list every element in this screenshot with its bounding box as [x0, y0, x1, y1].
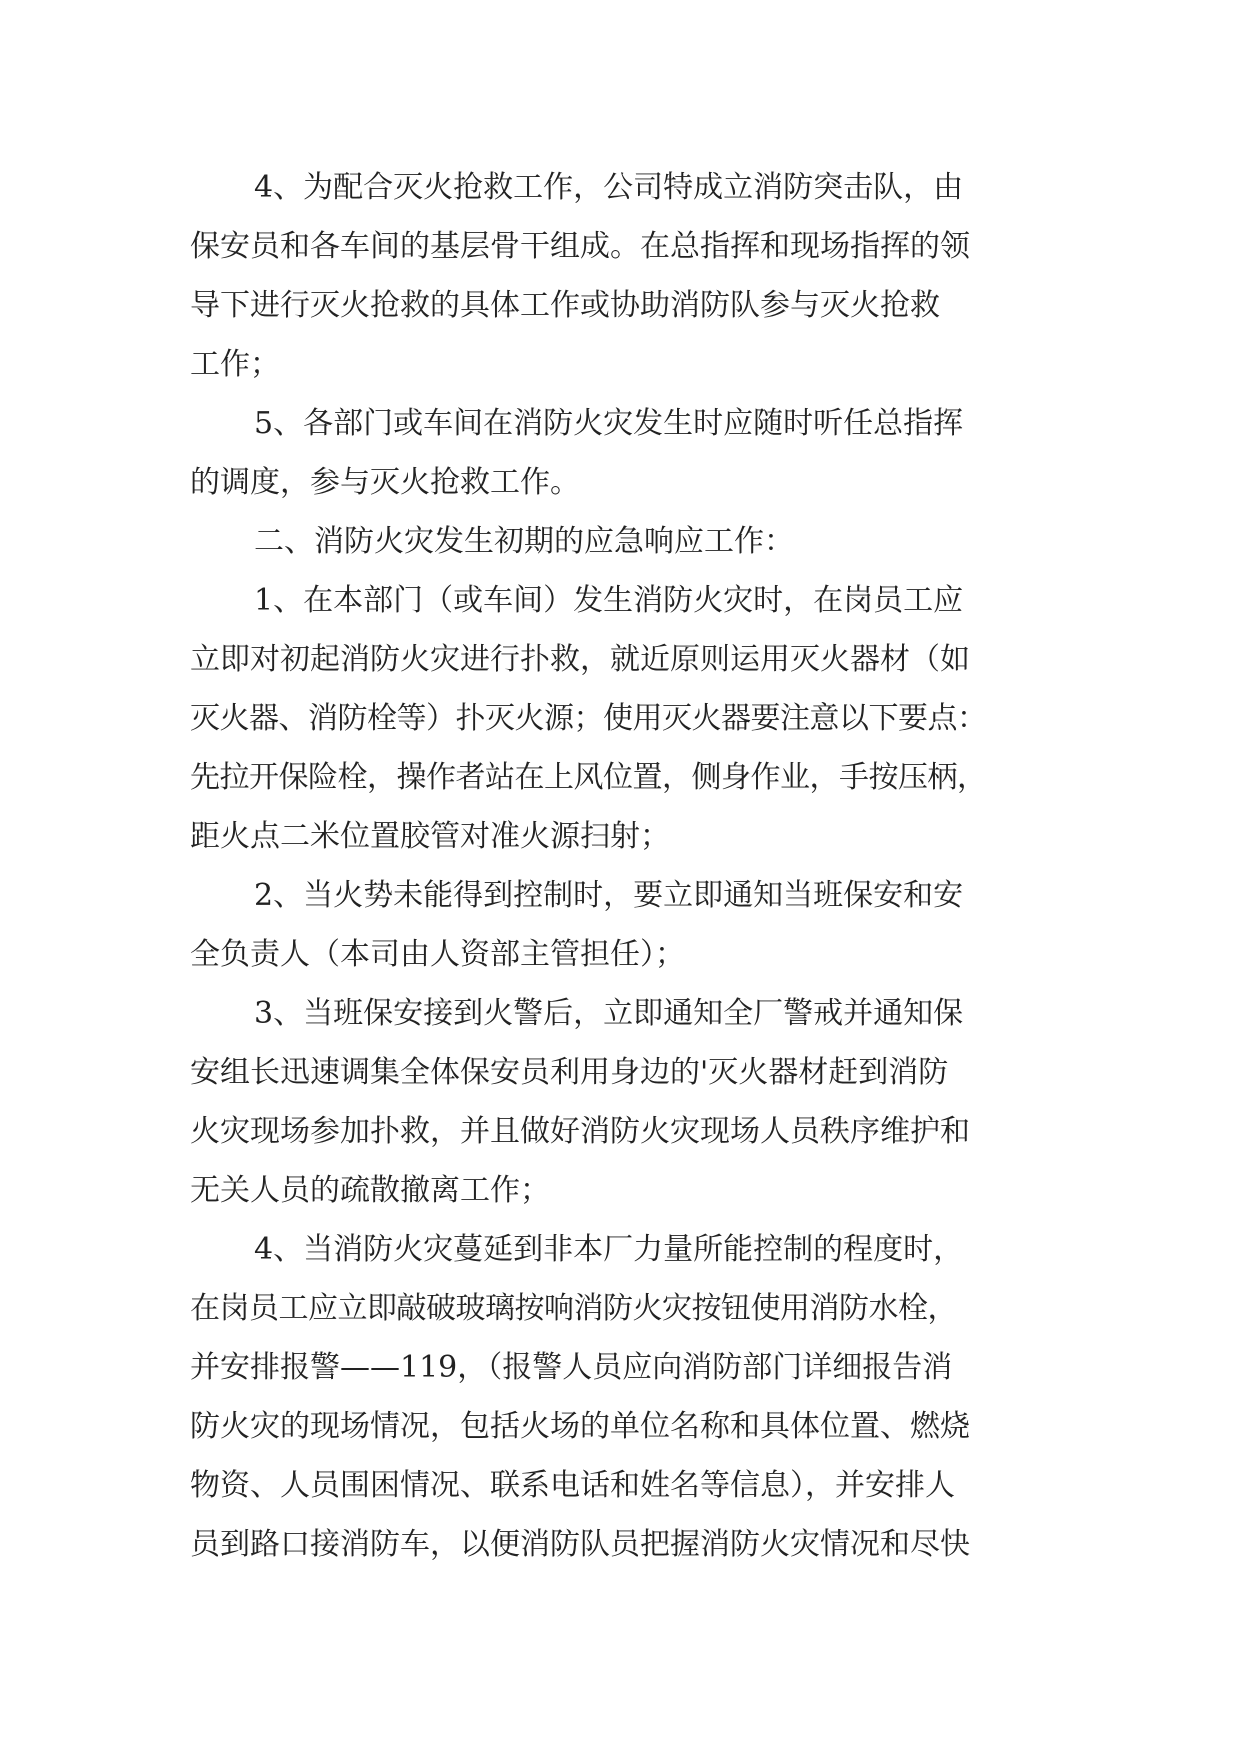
paragraph-line: 3、当班保安接到火警后，立即通知全厂警戒并通知保	[254, 996, 964, 1031]
paragraph-line: 的调度，参与灭火抢救工作。	[190, 465, 580, 500]
paragraph-line: 距火点二米位置胶管对准火源扫射；	[190, 819, 670, 854]
document-body	[190, 158, 1050, 1574]
paragraph-line: 保安员和各车间的基层骨干组成。在总指挥和现场指挥的领	[190, 229, 970, 264]
paragraph-line: 在岗员工应立即敲破玻璃按响消防火灾按钮使用消防水栓，	[190, 1291, 957, 1326]
paragraph-line: 2、当火势未能得到控制时，要立即通知当班保安和安	[254, 878, 964, 913]
paragraph-line: 全负责人（本司由人资部主管担任）；	[190, 937, 685, 972]
paragraph-line: 1、在本部门（或车间）发生消防火灾时，在岗员工应	[254, 583, 964, 618]
paragraph-line: 先拉开保险栓，操作者站在上风位置，侧身作业，手按压柄，	[190, 760, 987, 795]
paragraph-line: 防火灾的现场情况，包括火场的单位名称和具体位置、燃烧	[190, 1409, 970, 1444]
paragraph-line: 并安排报警——119，（报警人员应向消防部门详细报告消	[190, 1350, 953, 1385]
section-heading: 二、消防火灾发生初期的应急响应工作：	[254, 524, 794, 559]
paragraph-line: 导下进行灭火抢救的具体工作或协助消防队参与灭火抢救	[190, 288, 940, 323]
paragraph-line: 物资、人员围困情况、联系电话和姓名等信息），并安排人	[190, 1468, 955, 1503]
paragraph-line: 灭火器、消防栓等）扑灭火源；使用灭火器要注意以下要点：	[190, 701, 987, 736]
paragraph-line: 员到路口接消防车，以便消防队员把握消防火灾情况和尽快	[190, 1527, 970, 1562]
paragraph-line: 5、各部门或车间在消防火灾发生时应随时听任总指挥	[254, 406, 964, 441]
paragraph-line: 4、为配合灭火抢救工作，公司特成立消防突击队，由	[254, 170, 964, 205]
paragraph-line: 无关人员的疏散撤离工作；	[190, 1173, 550, 1208]
paragraph-line: 立即对初起消防火灾进行扑救，就近原则运用灭火器材（如	[190, 642, 970, 677]
paragraph-line: 4、当消防火灾蔓延到非本厂力量所能控制的程度时，	[254, 1232, 964, 1267]
paragraph-line: 工作；	[190, 347, 280, 382]
paragraph-line: 安组长迅速调集全体保安员利用身边的'灭火器材赶到消防	[190, 1055, 949, 1090]
paragraph-line: 火灾现场参加扑救，并且做好消防火灾现场人员秩序维护和	[190, 1114, 970, 1149]
